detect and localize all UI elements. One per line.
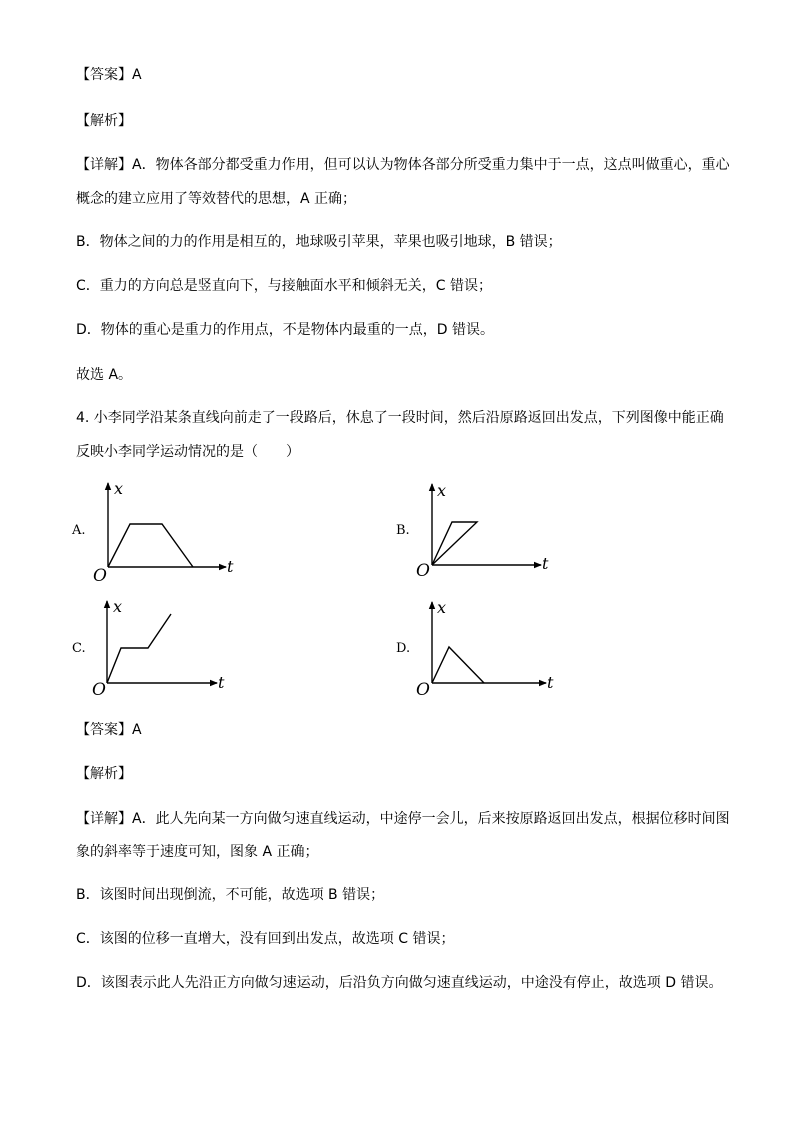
graph-a-y-label: x — [114, 479, 124, 498]
graph-c-y-label: x — [113, 597, 123, 616]
q4-stem-line1: 4. 小李同学沿某条直线向前走了一段路后，休息了一段时间，然后沿原路返回出发点，下列图像中能正确 — [76, 410, 724, 426]
q3-conclusion: 故选 A。 — [76, 367, 133, 383]
graph-c — [92, 597, 225, 700]
graph-d-label: D. — [396, 641, 411, 656]
graph-b-origin: O — [416, 561, 430, 581]
graph-d-origin: O — [416, 680, 430, 700]
graph-d-curve — [432, 647, 484, 683]
graph-b-label: B. — [396, 523, 410, 538]
graph-c-origin: O — [92, 680, 106, 700]
q4-detail-line1: 【详解】A．此人先向某一方向做匀速直线运动，中途停一会儿，后来按原路返回出发点，根据位移时间图 — [76, 811, 730, 827]
q3-option-c: C．重力的方向总是竖直向下，与接触面水平和倾斜无关，C 错误； — [76, 278, 492, 294]
graph-c-label: C. — [72, 641, 86, 656]
q4-detail-line2: 象的斜率等于速度可知，图象 A 正确； — [76, 844, 319, 860]
graph-a-x-label: t — [227, 557, 234, 576]
graph-d-x-label: t — [547, 673, 554, 692]
graph-a-origin: O — [93, 566, 107, 586]
graph-a — [93, 479, 234, 586]
q4-stem-line2: 反映小李同学运动情况的是（ ） — [76, 444, 300, 460]
q4-option-c: C．该图的位移一直增大，没有回到出发点，故选项 C 错误； — [76, 931, 455, 947]
q3-detail-line1: 【详解】A．物体各部分都受重力作用，但可以认为物体各部分所受重力集中于一点，这点叫做重心，重心 — [76, 157, 730, 173]
q3-option-b: B．物体之间的力的作用是相互的，地球吸引苹果，苹果也吸引地球，B 错误； — [76, 234, 562, 250]
q4-answer: 【答案】A — [76, 722, 142, 738]
q4-option-b: B．该图时间出现倒流，不可能，故选项 B 错误； — [76, 887, 385, 903]
q3-analysis-heading: 【解析】 — [76, 113, 132, 129]
graph-a-label: A. — [72, 523, 86, 538]
graph-a-curve — [108, 524, 193, 567]
q4-option-d: D．该图表示此人先沿正方向做匀速运动，后沿负方向做匀速直线运动，中途没有停止，故选项 D 错误。 — [76, 975, 723, 991]
graph-c-curve — [107, 614, 171, 683]
graph-b-x-label: t — [542, 554, 549, 573]
q3-detail-line2: 概念的建立应用了等效替代的思想，A 正确； — [76, 191, 357, 207]
graph-b-curve — [432, 522, 477, 565]
q4-analysis-heading: 【解析】 — [76, 766, 132, 782]
q3-answer: 【答案】A — [76, 67, 142, 83]
graph-b-y-label: x — [437, 481, 447, 500]
graph-d-y-label: x — [437, 598, 447, 617]
graph-d — [416, 598, 554, 700]
graph-c-x-label: t — [218, 673, 225, 692]
graph-b — [416, 481, 549, 581]
q3-option-d: D．物体的重心是重力的作用点，不是物体内最重的一点，D 错误。 — [76, 322, 495, 338]
